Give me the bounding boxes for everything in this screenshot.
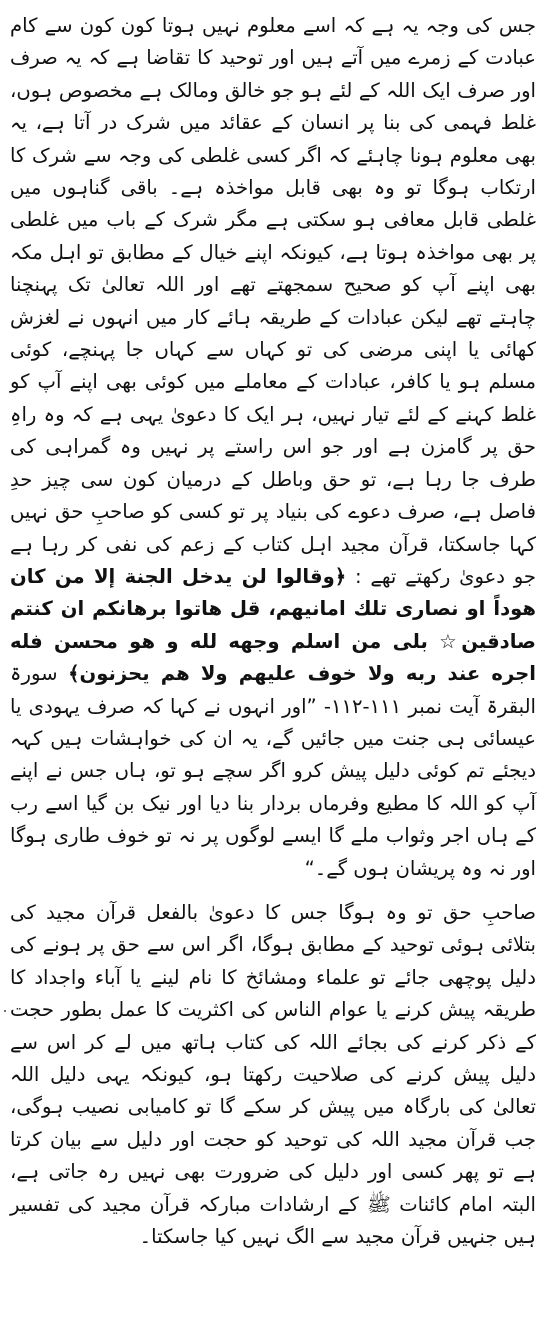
margin-dot	[4, 1010, 6, 1012]
paragraph-2-text: صاحبِ حق تو وہ ہوگا جس کا دعویٰ بالفعل قرآن مجید کی بتلائی ہوئی توحید کے مطابق ہوگا، اگر اس سے حق پر ہونے کی دلیل پوچھی جائے تو علماء ومشائخ کا نام لینے یا آباء واجداد کا طریقہ پیش کرنے یا عوام الناس کی اکثریت کا عمل بطور حجت کے ذکر کرنے کی بجائے اللہ کی کتاب ہاتھ میں لے کر اس سے دلیل پیش کرنے کی صلاحیت رکھتا ہو، کیونکہ یہی دلیل اللہ تعالیٰ کی بارگاہ میں پیش کر سکے گا تو کامیابی نصیب ہوگی، جب قرآن مجید اللہ کی توحید کو حجت اور دلیل سے بیان کرتا ہے تو پھر کسی اور دلیل کی ضرورت بھی نہیں رہ جاتی ہے، البتہ امام کائنات ﷺ کے ارشادات مبارکہ قرآن مجید کی تفسیر ہیں جنہیں قرآن مجید سے الگ نہیں کیا جاسکتا۔	[10, 900, 536, 1249]
paragraph-2	[10, 897, 536, 1253]
quran-verse-quote: ﴿وقالوا لن يدخل الجنة إلا من كان هوداً او نصارى تلك امانيهم، قل هاتوا برهانكم ان كنتم صادقين☆ بلى من اسلم وجهه لله و هو محسن فله اجره عند ربه ولا خوف عليهم ولا هم يحزنون﴾	[10, 564, 537, 686]
paragraph-1-text: جس کی وجہ یہ ہے کہ اسے معلوم نہیں ہوتا کون کون سے کام عبادت کے زمرے میں آتے ہیں اور توحید کا تقاضا ہے کہ یہ صرف اور صرف ایک اللہ کے لئے ہو جو خالق ومالک ہے مخصوص ہوں، غلط فہمی کی بنا پر انسان کے عقائد میں شرک در آتا ہے، یہ بھی معلوم ہونا چاہئے کہ اگر کسی غلطی کی وجہ سے شرک کا ارتکاب ہوگا تو وہ بھی قابل مواخذہ ہے۔ باقی گناہوں میں غلطی قابل معافی ہو سکتی ہے مگر شرک کے باب میں غلطی پر بھی مواخذہ ہوتا ہے، کیونکہ اپنے خیال کے مطابق تو اہل مکہ بھی اپنے آپ کو صحیح سمجھتے تھے اور اللہ تعالیٰ تک پہنچنا چاہتے تھے لیکن عبادات کے طریقہ ہائے کار میں انہوں نے لغزش کھائی یا اپنی مرضی کی تو کہاں سے کہاں جا پہنچے، کوئی مسلم ہو یا کافر، عبادات کے معاملے میں کوئی بھی اپنے آپ کو غلط کہنے کے لئے تیار نہیں، ہر ایک کا دعویٰ یہی ہے کہ وہ راہِ حق پر گامزن ہے اور جو اس راستے پر نہیں وہ گمراہی کی طرف جا رہا ہے، تو حق وباطل کے درمیان کون سی چیز حدِ فاصل ہے، صرف دعوے کی بنیاد پر تو کسی کو صاحبِ حق نہیں کہا جاسکتا، قرآن مجید اہل کتاب کے زعم کی نفی کر رہا ہے جو دعویٰ رکھتے تھے :	[10, 14, 537, 588]
verse-reference-and-translation: سورۃ البقرۃ آیت نمبر ۱۱۱-۱۱۲- ”اور انہوں نے کہا کہ صرف یہودی یا عیسائی ہی جنت میں جائیں گے، یہ ان کی خواہشات ہیں کہہ دیجئے تم کوئی دلیل پیش کرو اگر سچے ہو تو، ہاں جس نے اپنے آپ کو اللہ کا مطیع وفرماں بردار بنا دیا اور نیک بن گیا اسے رب کے ہاں اجر وثواب ملے گا ایسے لوگوں پر نہ تو خوف طاری ہوگا اور نہ وہ پریشان ہوں گے۔“	[10, 662, 536, 880]
paragraph-1	[10, 10, 536, 885]
